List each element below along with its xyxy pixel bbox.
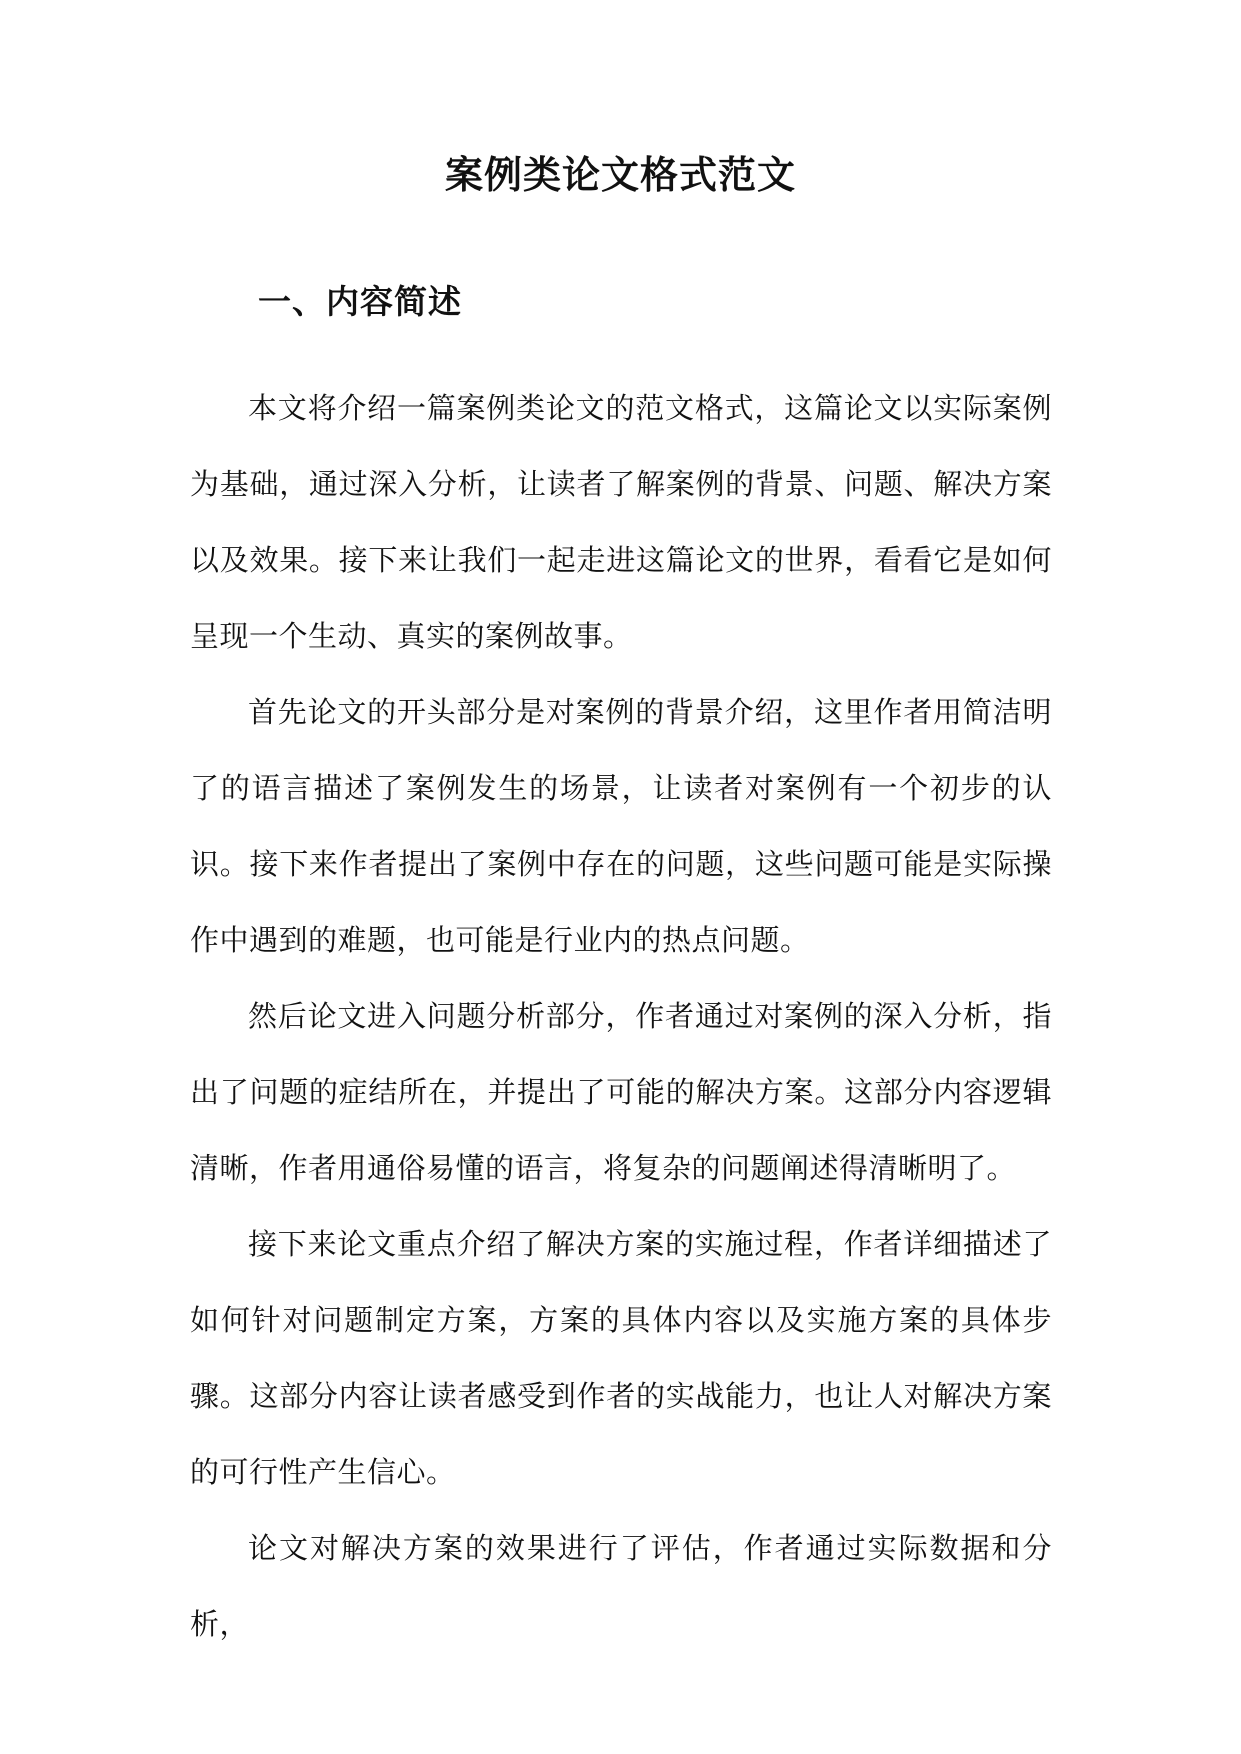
paragraph: 首先论文的开头部分是对案例的背景介绍，这里作者用简洁明了的语言描述了案例发生的场景，让读者对案例有一个初步的认识。接下来作者提出了案例中存在的问题，这些问题可能是实际操作中遇到的难题，也可能是行业内的热点问题。 (190, 695, 1052, 957)
paragraph: 论文对解决方案的效果进行了评估，作者通过实际数据和分析， (190, 1531, 1052, 1641)
paragraph: 接下来论文重点介绍了解决方案的实施过程，作者详细描述了如何针对问题制定方案，方案的具体内容以及实施方案的具体步骤。这部分内容让读者感受到作者的实战能力，也让人对解决方案的可行性产生信心。 (190, 1227, 1052, 1489)
section-heading: 一、内容简述 (258, 282, 462, 321)
paragraph: 本文将介绍一篇案例类论文的范文格式，这篇论文以实际案例为基础，通过深入分析，让读者了解案例的背景、问题、解决方案以及效果。接下来让我们一起走进这篇论文的世界，看看它是如何呈现一个生动、真实的案例故事。 (190, 391, 1052, 653)
document-title: 案例类论文格式范文 (444, 152, 796, 197)
document-body (190, 370, 1052, 1662)
paragraph: 然后论文进入问题分析部分，作者通过对案例的深入分析，指出了问题的症结所在，并提出了可能的解决方案。这部分内容逻辑清晰，作者用通俗易懂的语言，将复杂的问题阐述得清晰明了。 (190, 999, 1052, 1185)
